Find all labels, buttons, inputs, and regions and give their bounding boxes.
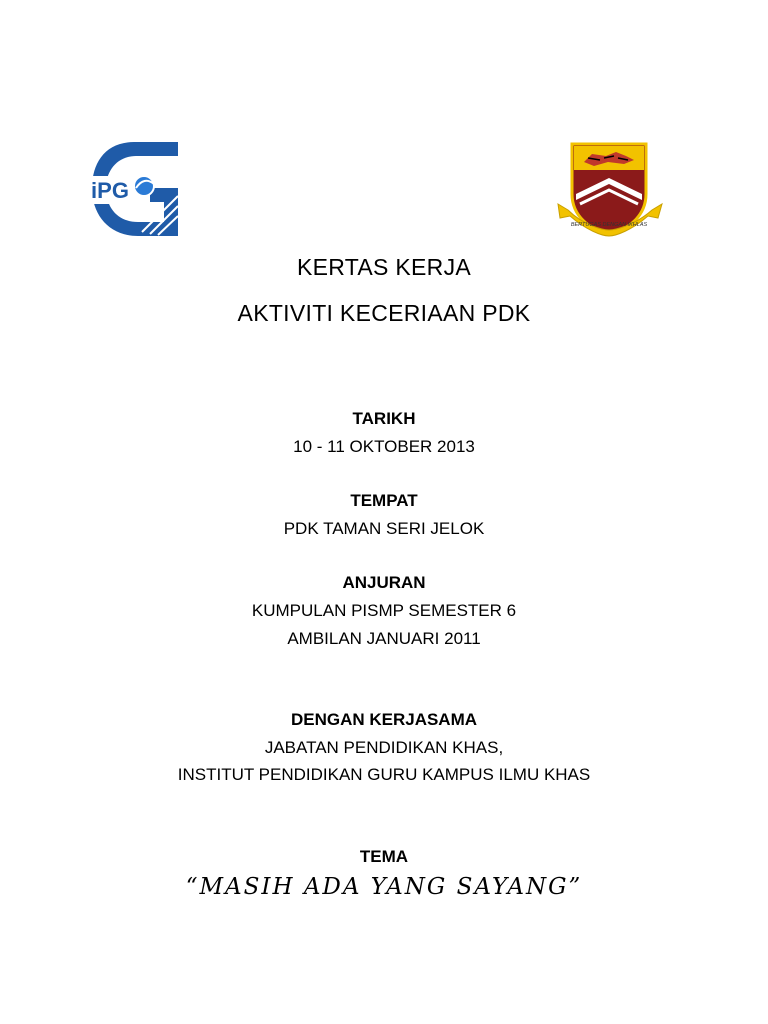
anjuran-line1: KUMPULAN PISMP SEMESTER 6	[251, 601, 517, 620]
crest-motto: BERTUGAS DENGAN IKHLAS	[570, 222, 648, 228]
anjuran-line2: AMBILAN JANUARI 2011	[287, 629, 481, 648]
kerjasama-heading: DENGAN KERJASAMA	[290, 710, 478, 729]
kerjasama-line1: JABATAN PENDIDIKAN KHAS,	[264, 738, 504, 757]
tema-heading: TEMA	[359, 847, 409, 866]
anjuran-heading: ANJURAN	[342, 573, 426, 592]
ipg-logo-text: iPG	[91, 178, 129, 203]
kerjasama-line2: INSTITUT PENDIDIKAN GURU KAMPUS ILMU KHAS	[177, 765, 591, 784]
tema-value: “MASIH ADA YANG SAYANG”	[185, 874, 583, 900]
tarikh-heading: TARIKH	[352, 409, 416, 428]
school-crest-icon	[554, 138, 666, 240]
tarikh-value: 10 - 11 OKTOBER 2013	[293, 437, 475, 456]
document-title-line2: AKTIVITI KECERIAAN PDK	[237, 300, 531, 326]
tempat-value: PDK TAMAN SERI JELOK	[283, 519, 485, 538]
document-title-line1: KERTAS KERJA	[296, 254, 472, 280]
ipg-logo-icon	[84, 136, 180, 240]
tempat-heading: TEMPAT	[350, 491, 418, 510]
